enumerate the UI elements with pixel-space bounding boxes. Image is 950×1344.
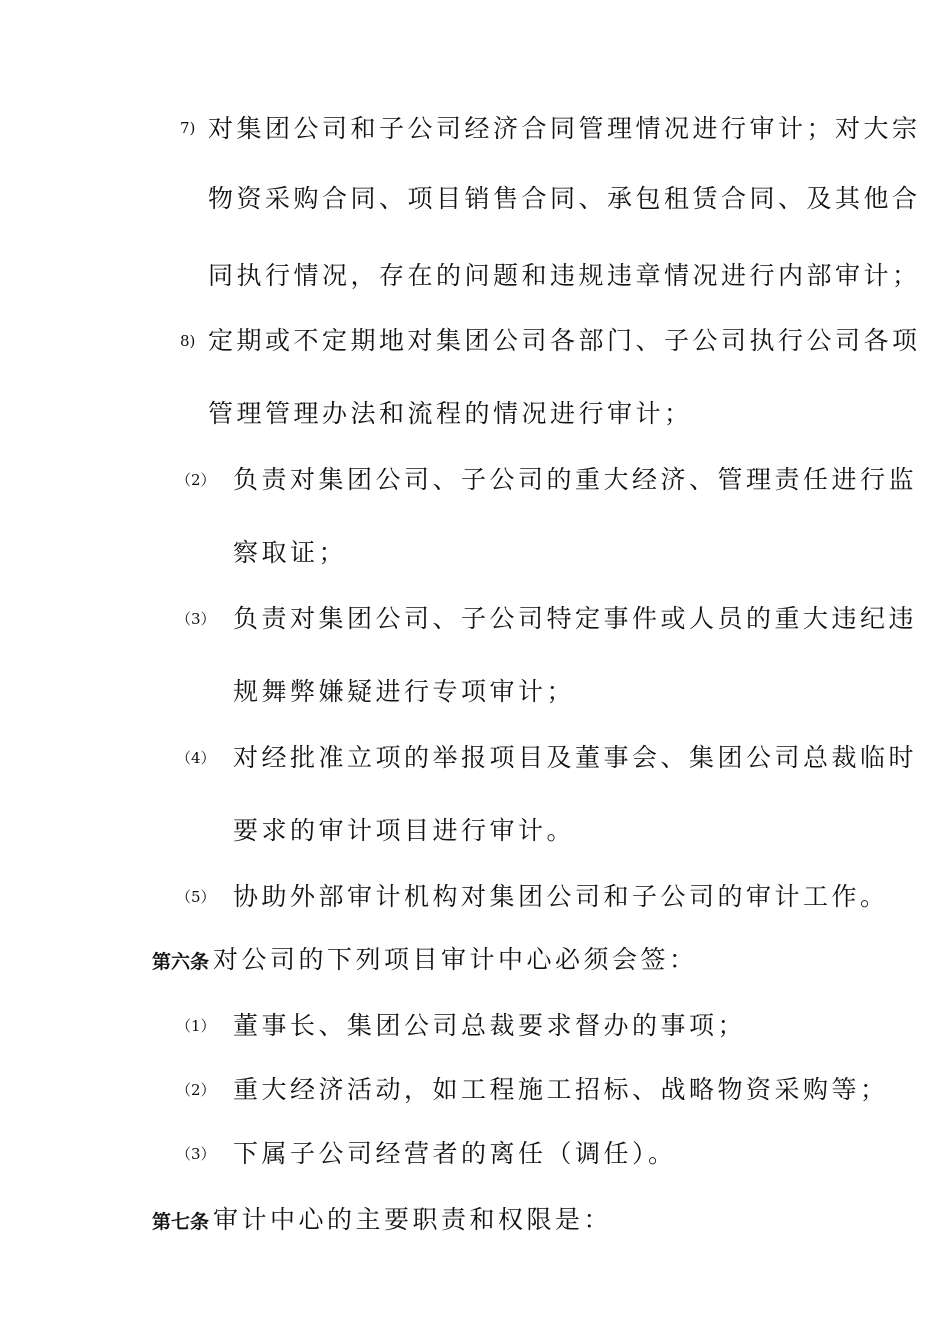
article-6-subitem-marker-1: （1） xyxy=(176,1017,216,1035)
item-8-line-2: 管理管理办法和流程的情况进行审计； xyxy=(208,399,693,428)
item-7-line-3: 同执行情况，存在的问题和违规违章情况进行内部审计； xyxy=(208,261,921,290)
article-6-heading xyxy=(152,947,698,972)
item-5-line-1: 协助外部审计机构对集团公司和子公司的审计工作。 xyxy=(233,882,889,911)
item-marker-8: 8) xyxy=(180,332,196,350)
article-6-label: 第六条 xyxy=(152,951,210,973)
article-7-text: 审计中心的主要职责和权限是： xyxy=(213,1205,613,1234)
item-4-line-2: 要求的审计项目进行审计。 xyxy=(233,816,576,845)
article-6-subitem-marker-2: （2） xyxy=(176,1081,216,1099)
item-3-line-1: 负责对集团公司、子公司特定事件或人员的重大违纪违 xyxy=(233,604,918,633)
item-3-line-2: 规舞弊嫌疑进行专项审计； xyxy=(233,677,576,706)
item-marker-7: 7) xyxy=(180,119,196,137)
article-6-subitem-3: 下属子公司经营者的离任（调任）。 xyxy=(233,1139,677,1168)
article-7-label: 第七条 xyxy=(152,1211,210,1233)
article-6-subitem-marker-3: （3） xyxy=(176,1145,216,1163)
article-6-text: 对公司的下列项目审计中心必须会签： xyxy=(213,945,698,974)
item-marker-5: （5） xyxy=(176,888,216,906)
item-marker-4: （4） xyxy=(176,749,216,767)
item-7-line-1: 对集团公司和子公司经济合同管理情况进行审计；对大宗 xyxy=(208,114,921,143)
item-8-line-1: 定期或不定期地对集团公司各部门、子公司执行公司各项 xyxy=(208,326,921,355)
item-marker-3: （3） xyxy=(176,610,216,628)
item-2-line-1: 负责对集团公司、子公司的重大经济、管理责任进行监 xyxy=(233,465,918,494)
item-4-line-1: 对经批准立项的举报项目及董事会、集团公司总裁临时 xyxy=(233,743,918,772)
item-2-line-2: 察取证； xyxy=(233,538,348,567)
item-marker-2: （2） xyxy=(176,471,216,489)
item-7-line-2: 物资采购合同、项目销售合同、承包租赁合同、及其他合 xyxy=(208,184,921,213)
article-6-subitem-1: 董事长、集团公司总裁要求督办的事项； xyxy=(233,1011,747,1040)
article-7-heading xyxy=(152,1207,612,1232)
article-6-subitem-2: 重大经济活动，如工程施工招标、战略物资采购等； xyxy=(233,1075,889,1104)
